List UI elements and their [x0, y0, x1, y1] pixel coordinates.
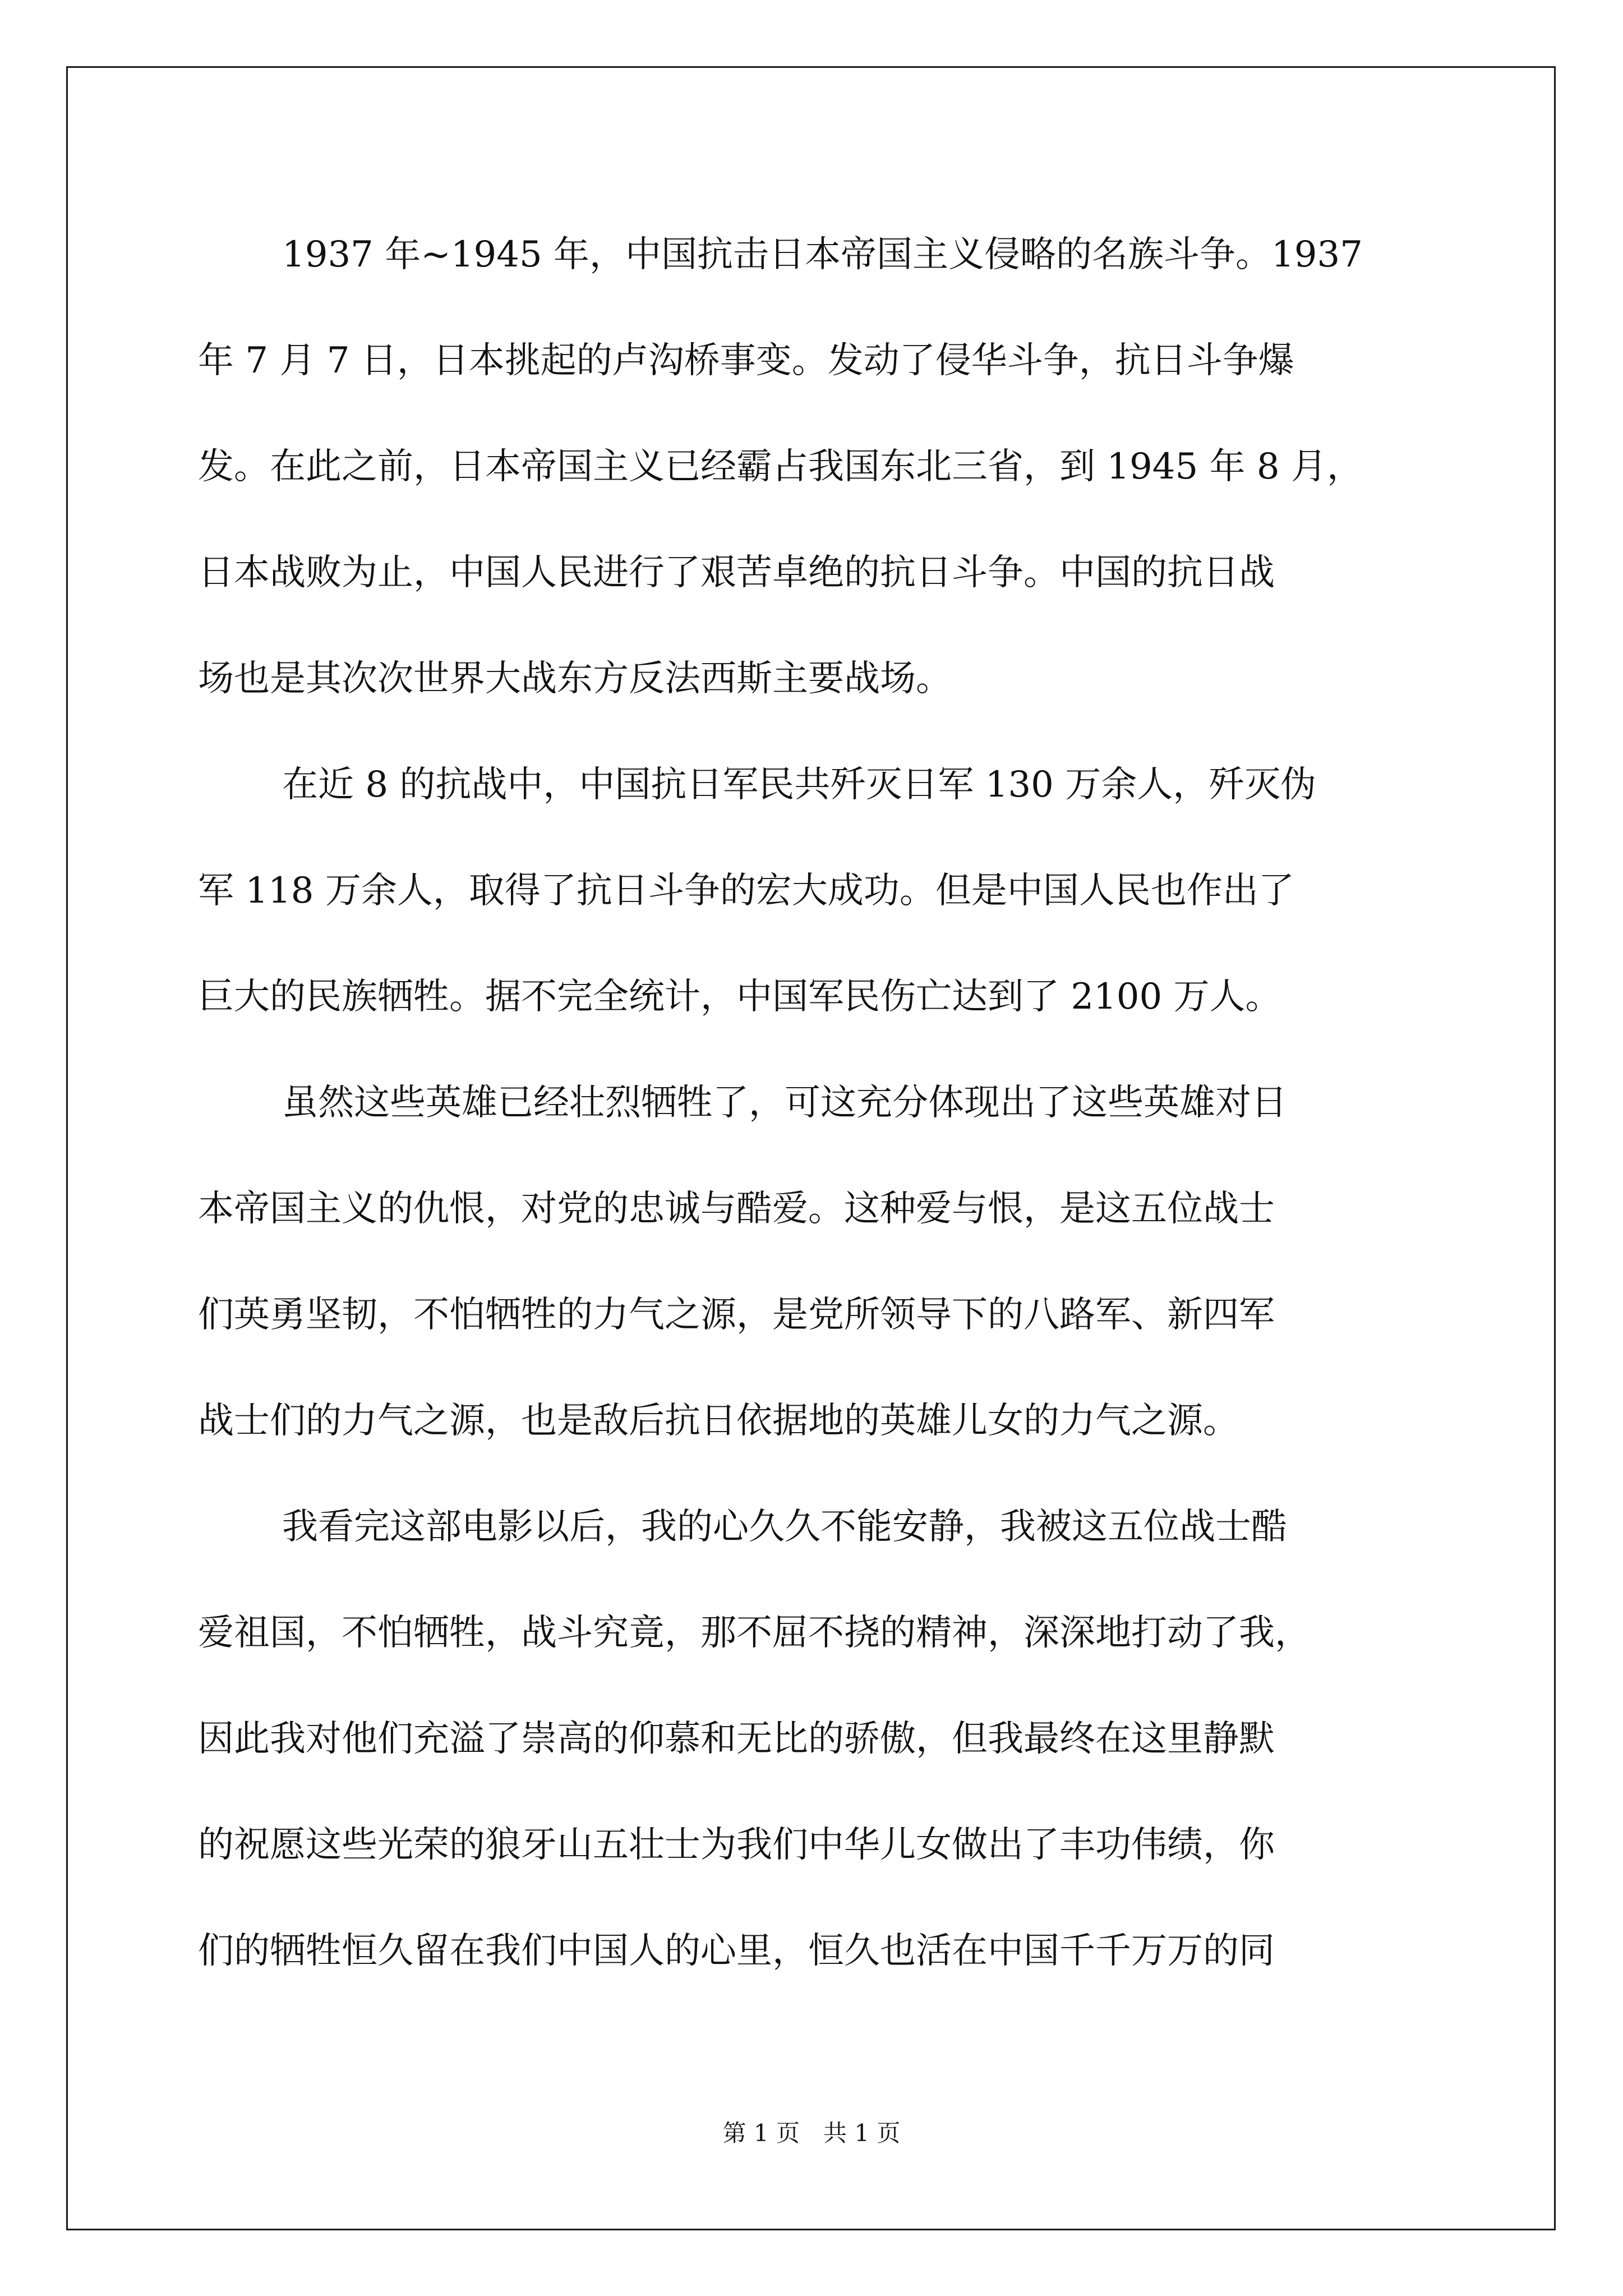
- text-line: 在近 8 的抗战中，中国抗日军民共歼灭日军 130 万余人，歼灭伪: [282, 764, 1317, 806]
- text-line: 军 118 万余人，取得了抗日斗争的宏大成功。但是中国人民也作出了: [198, 870, 1294, 912]
- text-line: 战士们的力气之源，也是敌后抗日依据地的英雄儿女的力气之源。: [198, 1400, 1239, 1442]
- text-line: 本帝国主义的仇恨，对党的忠诚与酷爱。这种爱与恨，是这五位战士: [198, 1188, 1275, 1230]
- text-line: 们的牺牲恒久留在我们中国人的心里，恒久也活在中国千千万万的同: [198, 1930, 1275, 1972]
- text-line: 的祝愿这些光荣的狼牙山五壮士为我们中华儿女做出了丰功伟绩，你: [198, 1824, 1275, 1866]
- document-body: [198, 202, 1432, 2004]
- text-line: 爱祖国，不怕牺牲，战斗究竟，那不屈不挠的精神，深深地打动了我，: [198, 1612, 1311, 1654]
- text-line: 日本战败为止，中国人民进行了艰苦卓绝的抗日斗争。中国的抗日战: [198, 552, 1275, 593]
- text-line: 巨大的民族牺牲。据不完全统计，中国军民伤亡达到了 2100 万人。: [198, 976, 1281, 1018]
- text-line: 年 7 月 7 日，日本挑起的卢沟桥事变。发动了侵华斗争，抗日斗争爆: [198, 340, 1294, 381]
- page-number: 第 1 页 共 1 页: [722, 2119, 901, 2147]
- text-line: 1937 年~1945 年，中国抗击日本帝国主义侵略的名族斗争。1937: [282, 234, 1363, 275]
- text-line: 我看完这部电影以后，我的心久久不能安静，我被这五位战士酷: [282, 1506, 1287, 1548]
- text-line: 因此我对他们充溢了崇高的仰慕和无比的骄傲，但我最终在这里静默: [198, 1718, 1275, 1760]
- text-line: 虽然这些英雄已经壮烈牺牲了，可这充分体现出了这些英雄对日: [282, 1082, 1287, 1124]
- text-line: 场也是其次次世界大战东方反法西斯主要战场。: [198, 658, 952, 700]
- text-line: 们英勇坚韧，不怕牺牲的力气之源，是党所领导下的八路军、新四军: [198, 1294, 1275, 1336]
- text-line: 发。在此之前，日本帝国主义已经霸占我国东北三省，到 1945 年 8 月，: [198, 446, 1363, 487]
